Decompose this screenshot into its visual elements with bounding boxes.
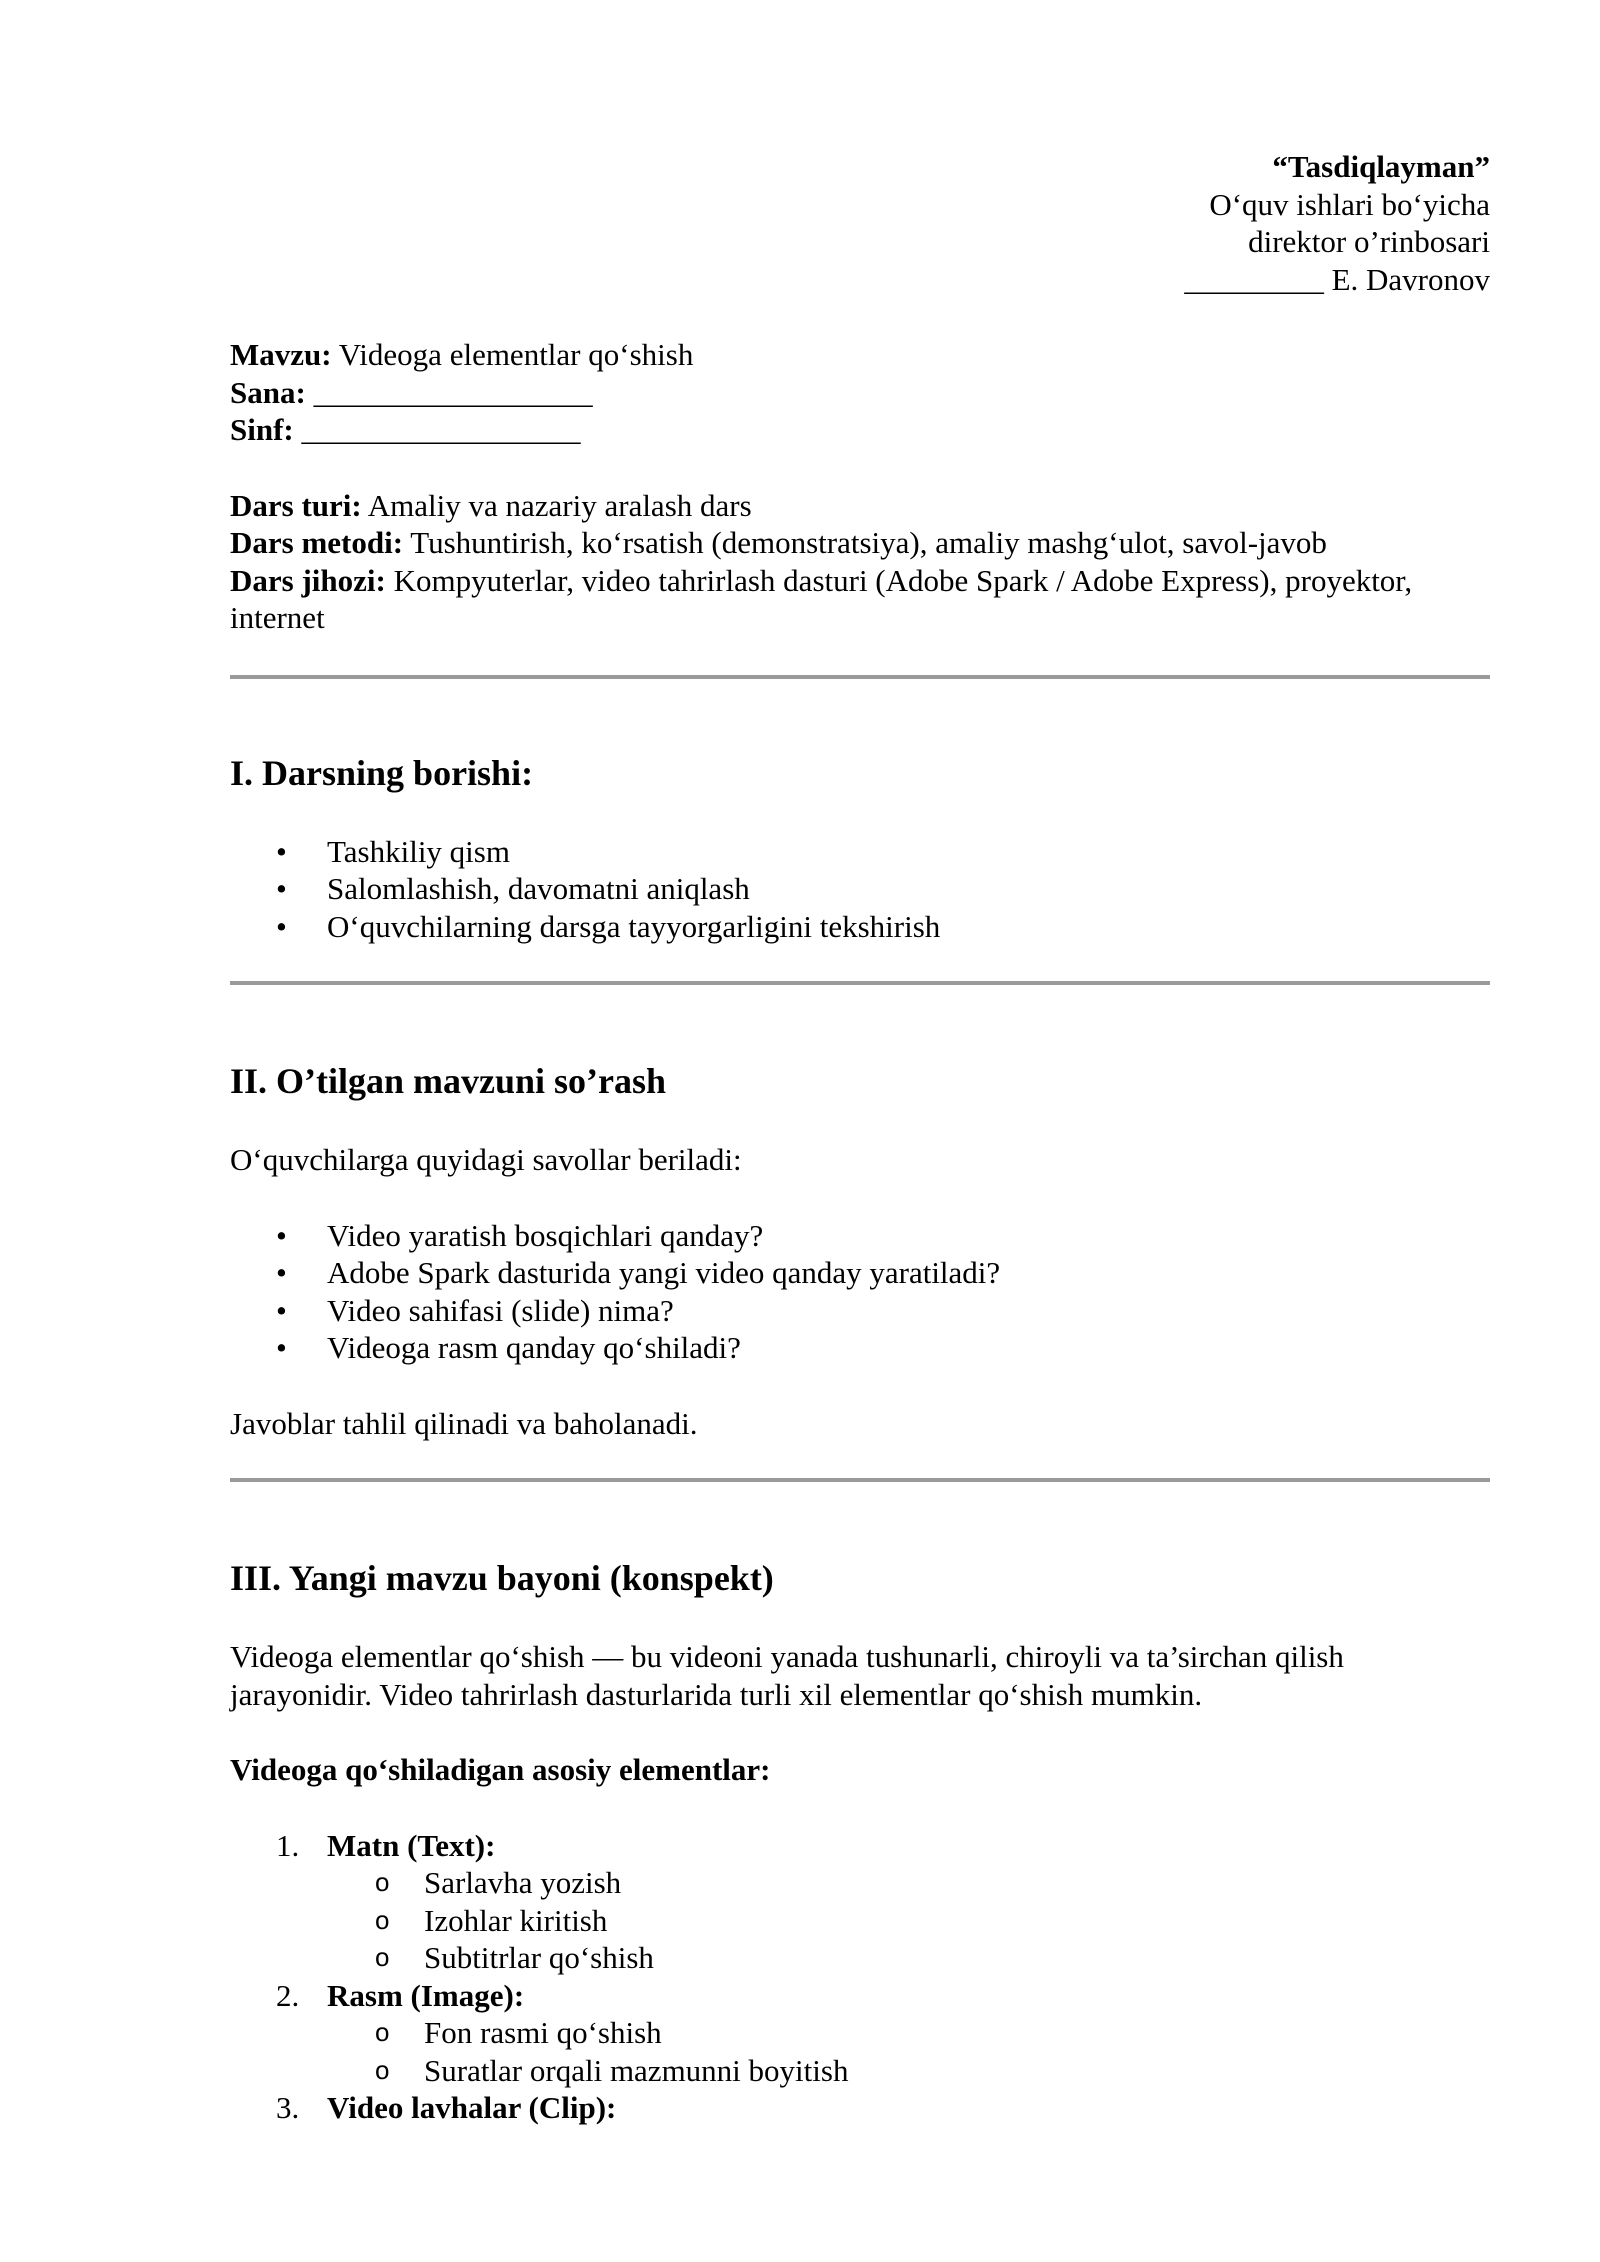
- mavzu-value: Videoga elementlar qo‘shish: [331, 337, 694, 372]
- document-content: [230, 148, 1490, 2127]
- divider: [230, 1478, 1490, 1482]
- list-item: [230, 1977, 1490, 2090]
- section-2-outro: Javoblar tahlil qilinadi va baholanadi.: [230, 1405, 698, 1441]
- list-number: 3.: [276, 2090, 300, 2125]
- bullet-icon: •: [276, 1292, 287, 1328]
- circle-bullet-icon: o: [375, 2054, 390, 2085]
- dars-jihozi-row: [230, 562, 1490, 637]
- bullet-icon: •: [276, 833, 287, 869]
- lesson-details: [230, 487, 1490, 637]
- dars-metodi-row: [230, 524, 1490, 562]
- sinf-row: [230, 411, 1490, 449]
- list-item-title: Rasm (Image):: [327, 1977, 525, 2013]
- list-item-title: Matn (Text):: [327, 1827, 496, 1863]
- list-item: • Tashkiliy qism: [276, 833, 510, 869]
- circle-bullet-icon: o: [375, 1867, 390, 1897]
- bullet-icon: •: [276, 1330, 287, 1365]
- mavzu-label: Mavzu:: [230, 337, 332, 372]
- approval-signature-line: _________ E. Davronov: [1184, 261, 1490, 297]
- approval-line-2: direktor o’rinbosari: [1248, 224, 1490, 259]
- dars-turi-value: Amaliy va nazariy aralash dars: [361, 487, 752, 523]
- sinf-value: __________________: [293, 412, 581, 447]
- sub-list-item: o Izohlar kiritish: [375, 1902, 608, 1938]
- list-item: • Salomlashish, davomatni aniqlash: [276, 871, 750, 906]
- circle-bullet-icon: o: [375, 1942, 390, 1972]
- dars-turi-row: [230, 487, 1490, 525]
- dars-metodi-value: Tushuntirish, ko‘rsatish (demonstratsiya), amaliy mashg‘ulot, savol-javob: [403, 525, 1327, 560]
- list-item-title: Video lavhalar (Clip):: [327, 2090, 617, 2125]
- approval-line-1: O‘quv ishlari bo‘yicha: [1209, 186, 1490, 222]
- list-item: • Adobe Spark dasturida yangi video qanday yaratiladi?: [276, 1255, 1001, 1290]
- list-item: [230, 2089, 1490, 2127]
- section-3-heading: III. Yangi mavzu bayoni (konspekt): [230, 1558, 774, 1598]
- lesson-meta: [230, 336, 1490, 449]
- list-item: [230, 1827, 1490, 1977]
- list-number: 1.: [276, 1827, 300, 1863]
- section-3-subheading: Videoga qo‘shiladigan asosiy elementlar:: [230, 1752, 771, 1787]
- sub-list: [327, 2014, 1490, 2089]
- section-1-list: [230, 833, 1490, 946]
- mavzu-row: [230, 336, 1490, 374]
- sana-value: __________________: [305, 374, 593, 410]
- section-2-intro: O‘quvchilarga quyidagi savollar beriladi:: [230, 1142, 742, 1177]
- elements-list: [230, 1827, 1490, 2127]
- bullet-icon: •: [276, 871, 287, 906]
- sub-list-item: o Sarlavha yozish: [375, 1865, 622, 1900]
- circle-bullet-icon: o: [375, 2017, 390, 2047]
- section-1-heading: I. Darsning borishi:: [230, 752, 534, 793]
- approval-block: [230, 148, 1490, 298]
- sub-list-item: o Subtitrlar qo‘shish: [375, 1940, 654, 1975]
- list-item: • Video sahifasi (slide) nima?: [276, 1292, 674, 1328]
- section-2-heading: II. O’tilgan mavzuni so’rash: [230, 1061, 667, 1101]
- sinf-label: Sinf:: [230, 412, 294, 447]
- sub-list: [327, 1864, 1490, 1977]
- section-2-list: [230, 1217, 1490, 1367]
- dars-turi-label: Dars turi:: [230, 487, 362, 523]
- list-item: • Videoga rasm qanday qo‘shiladi?: [276, 1330, 741, 1365]
- sana-row: [230, 374, 1490, 412]
- list-item: • Video yaratish bosqichlari qanday?: [276, 1217, 764, 1253]
- bullet-icon: •: [276, 908, 287, 944]
- list-item: • O‘quvchilarning darsga tayyorgarligini tekshirish: [276, 908, 941, 944]
- bullet-icon: •: [276, 1217, 287, 1253]
- list-number: 2.: [276, 1977, 300, 2013]
- divider: [230, 981, 1490, 985]
- approval-title: “Tasdiqlayman”: [1272, 149, 1490, 184]
- sana-label: Sana:: [230, 374, 306, 410]
- section-3-intro: Videoga elementlar qo‘shish — bu videoni yanada tushunarli, chiroyli va ta’sirchan qilish jarayonidir. Video tahrirlash dasturlarida turli xil elementlar qo‘shish mumkin.: [230, 1639, 1344, 1712]
- dars-jihozi-value: Kompyuterlar, video tahrirlash dasturi (Adobe Spark / Adobe Express), proyektor, internet: [230, 562, 1413, 635]
- bullet-icon: •: [276, 1255, 287, 1290]
- sub-list-item: o Suratlar orqali mazmunni boyitish: [375, 2052, 849, 2088]
- circle-bullet-icon: o: [375, 1904, 390, 1935]
- dars-metodi-label: Dars metodi:: [230, 525, 404, 560]
- divider: [230, 675, 1490, 679]
- sub-list-item: o Fon rasmi qo‘shish: [375, 2015, 662, 2050]
- dars-jihozi-label: Dars jihozi:: [230, 562, 386, 598]
